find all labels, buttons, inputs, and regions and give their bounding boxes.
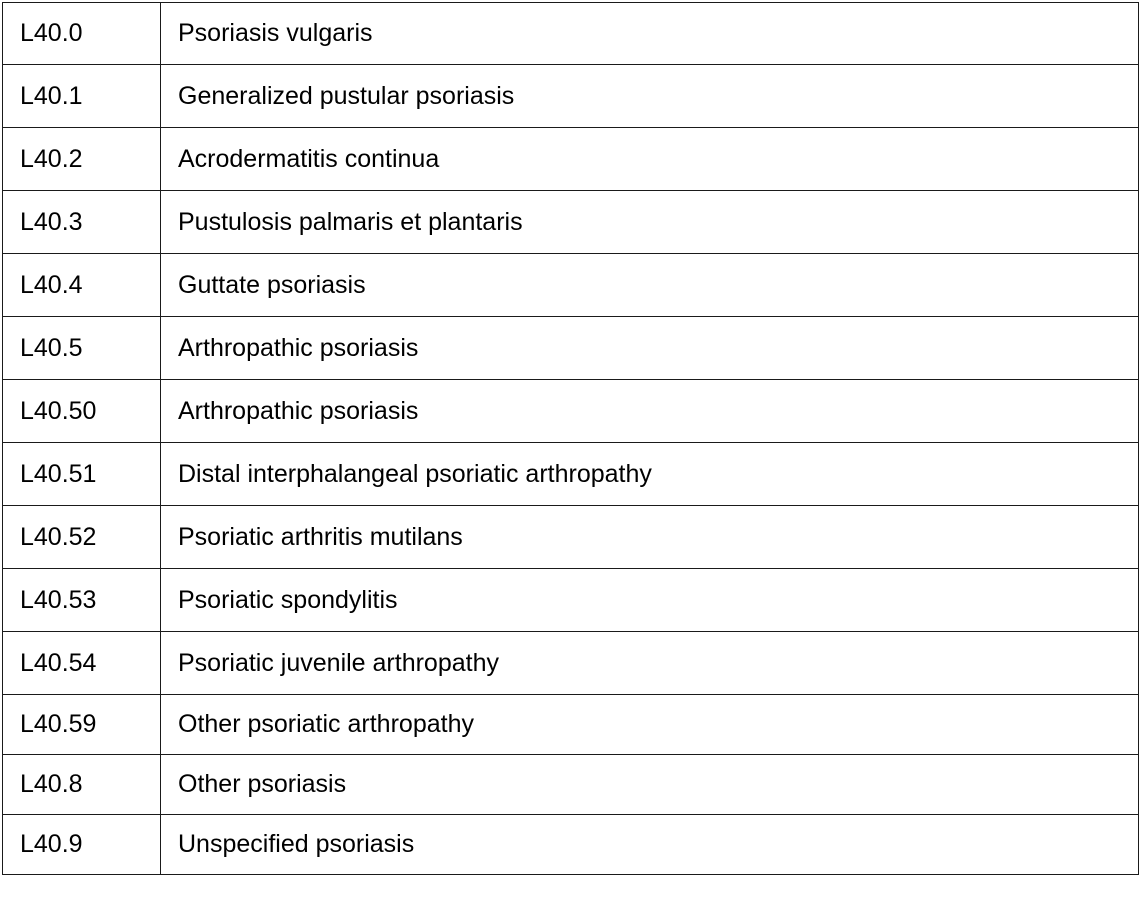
description-cell: Arthropathic psoriasis bbox=[161, 380, 1139, 443]
table-row bbox=[3, 569, 1139, 632]
description-cell: Unspecified psoriasis bbox=[161, 815, 1139, 875]
description-cell: Generalized pustular psoriasis bbox=[161, 65, 1139, 128]
table-row bbox=[3, 65, 1139, 128]
code-cell: L40.54 bbox=[3, 632, 161, 695]
code-cell: L40.9 bbox=[3, 815, 161, 875]
description-cell: Psoriatic juvenile arthropathy bbox=[161, 632, 1139, 695]
table-row bbox=[3, 815, 1139, 875]
table-row bbox=[3, 254, 1139, 317]
code-cell: L40.51 bbox=[3, 443, 161, 506]
table-row bbox=[3, 695, 1139, 755]
description-cell: Other psoriasis bbox=[161, 755, 1139, 815]
description-cell: Pustulosis palmaris et plantaris bbox=[161, 191, 1139, 254]
code-cell: L40.2 bbox=[3, 128, 161, 191]
description-cell: Other psoriatic arthropathy bbox=[161, 695, 1139, 755]
description-cell: Psoriasis vulgaris bbox=[161, 3, 1139, 65]
table-row bbox=[3, 317, 1139, 380]
description-cell: Psoriatic spondylitis bbox=[161, 569, 1139, 632]
code-cell: L40.8 bbox=[3, 755, 161, 815]
code-cell: L40.50 bbox=[3, 380, 161, 443]
code-cell: L40.3 bbox=[3, 191, 161, 254]
code-cell: L40.4 bbox=[3, 254, 161, 317]
code-cell: L40.59 bbox=[3, 695, 161, 755]
table-row bbox=[3, 506, 1139, 569]
code-cell: L40.52 bbox=[3, 506, 161, 569]
table-row bbox=[3, 632, 1139, 695]
table-body bbox=[3, 3, 1139, 875]
icd-code-table bbox=[2, 2, 1139, 875]
code-cell: L40.1 bbox=[3, 65, 161, 128]
table-row bbox=[3, 755, 1139, 815]
description-cell: Guttate psoriasis bbox=[161, 254, 1139, 317]
table-row bbox=[3, 443, 1139, 506]
code-cell: L40.5 bbox=[3, 317, 161, 380]
description-cell: Psoriatic arthritis mutilans bbox=[161, 506, 1139, 569]
description-cell: Acrodermatitis continua bbox=[161, 128, 1139, 191]
code-cell: L40.53 bbox=[3, 569, 161, 632]
table-row bbox=[3, 380, 1139, 443]
description-cell: Arthropathic psoriasis bbox=[161, 317, 1139, 380]
description-cell: Distal interphalangeal psoriatic arthropathy bbox=[161, 443, 1139, 506]
code-cell: L40.0 bbox=[3, 3, 161, 65]
table-row bbox=[3, 128, 1139, 191]
table-row bbox=[3, 3, 1139, 65]
table-row bbox=[3, 191, 1139, 254]
